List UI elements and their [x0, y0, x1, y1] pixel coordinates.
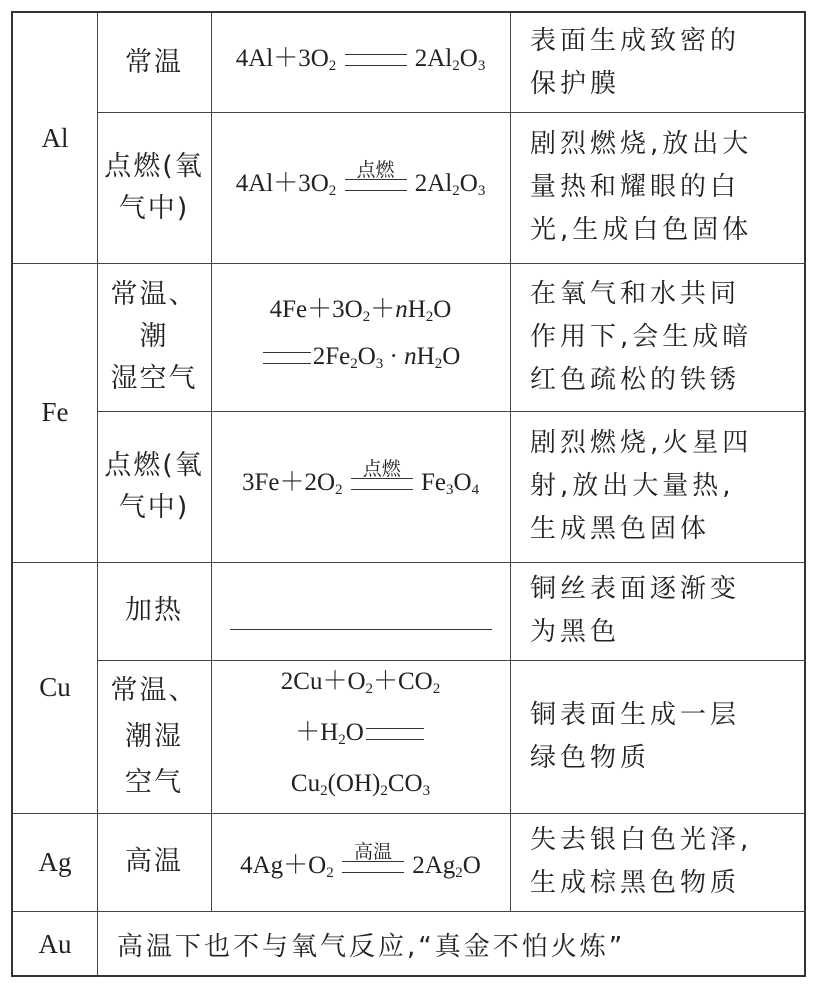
- phenomenon-cell: [510, 263, 806, 411]
- phenomenon-cell: [510, 13, 806, 112]
- condition-cell: [97, 660, 211, 813]
- phenomenon-text: 铜表面生成一层 绿色物质: [530, 699, 741, 773]
- condition-text: 常温、潮 湿空气: [110, 279, 198, 394]
- condition-cell: [97, 562, 211, 660]
- condition-cell: [97, 263, 211, 411]
- chemical-equation: $4Al+3O_2$ 点燃 $2Al_2O_3$: [235, 159, 486, 199]
- phenomenon-text: 剧烈燃烧,火星四 射,放出大量热, 生成黑色固体: [530, 428, 753, 544]
- metal-symbol: Au: [38, 928, 72, 959]
- equation-cell: [211, 112, 510, 263]
- metal-cell-al: [13, 13, 97, 263]
- phenomenon-cell: [510, 813, 806, 911]
- equals-sign: [345, 54, 407, 66]
- equation-cell: [211, 263, 510, 411]
- chemical-equation: $3Fe+2O_2$ 点燃 $Fe_3O_4$: [241, 458, 480, 498]
- chemical-equation: $4Al+3O_2$ $2Al_2O_3$: [235, 45, 486, 74]
- chemical-equation: $4Fe+3O_2+nH_2O$ $2Fe_2O_3 \cdot nH_2O$: [261, 290, 461, 384]
- condition-text: 点燃(氧 气中): [104, 150, 204, 224]
- phenomenon-text: 铜丝表面逐渐变 为黑色: [530, 574, 741, 647]
- metal-symbol: Fe: [41, 397, 69, 427]
- equals-sign: [263, 352, 311, 364]
- metal-cell-au: [13, 911, 97, 977]
- equals-sign: [366, 728, 424, 740]
- phenomenon-cell: [510, 112, 806, 263]
- metal-cell-fe: [13, 263, 97, 562]
- phenomenon-cell: [510, 411, 806, 562]
- metal-cell-cu: [13, 562, 97, 813]
- reaction-condition: 点燃: [356, 159, 395, 182]
- condition-text: 常温、 潮湿 空气: [110, 674, 198, 798]
- answer-blank[interactable]: [230, 629, 492, 630]
- phenomenon-text: 失去银白色光泽, 生成棕黑色物质: [530, 825, 753, 898]
- reaction-condition: 高温: [353, 840, 392, 863]
- condition-text: 加热: [125, 595, 183, 626]
- condition-cell: [97, 411, 211, 562]
- metal-oxygen-reaction-table: [11, 11, 806, 977]
- phenomenon-text: 剧烈燃烧,放出大 量热和耀眼的白 光,生成白色固体: [530, 129, 753, 245]
- metal-cell-ag: [13, 813, 97, 911]
- equation-cell: [211, 813, 510, 911]
- equation-cell: [211, 411, 510, 562]
- metal-symbol: Ag: [38, 846, 72, 877]
- phenomenon-text: 在氧气和水共同 作用下,会生成暗 红色疏松的铁锈: [530, 278, 753, 395]
- au-description-cell: [97, 911, 806, 977]
- au-description-text: 高温下也不与氧气反应,“真金不怕火炼”: [117, 931, 626, 962]
- equals-sign: [345, 159, 407, 191]
- condition-text: 常温: [125, 46, 183, 78]
- chemical-equation: $2Cu+O_2+CO_2$ $+H_2O$ $Cu_2(OH)_2CO_3$: [280, 668, 441, 799]
- condition-text: 点燃(氧 气中): [104, 449, 204, 523]
- metal-symbol: Al: [41, 122, 69, 153]
- phenomenon-text: 表面生成致密的 保护膜: [530, 25, 741, 99]
- equation-cell: [211, 562, 510, 660]
- phenomenon-cell: [510, 562, 806, 660]
- condition-cell: [97, 813, 211, 911]
- metal-symbol: Cu: [39, 672, 71, 702]
- phenomenon-cell: [510, 660, 806, 813]
- equals-sign: [351, 458, 413, 490]
- condition-text: 高温: [125, 846, 183, 877]
- equation-cell: [211, 13, 510, 112]
- reaction-condition: 点燃: [362, 458, 401, 481]
- condition-cell: [97, 13, 211, 112]
- equals-sign: [342, 840, 404, 873]
- equation-cell: [211, 660, 510, 813]
- chemical-equation: $4Ag+O_2$ 高温 $2Ag_2O$: [240, 840, 481, 881]
- condition-cell: [97, 112, 211, 263]
